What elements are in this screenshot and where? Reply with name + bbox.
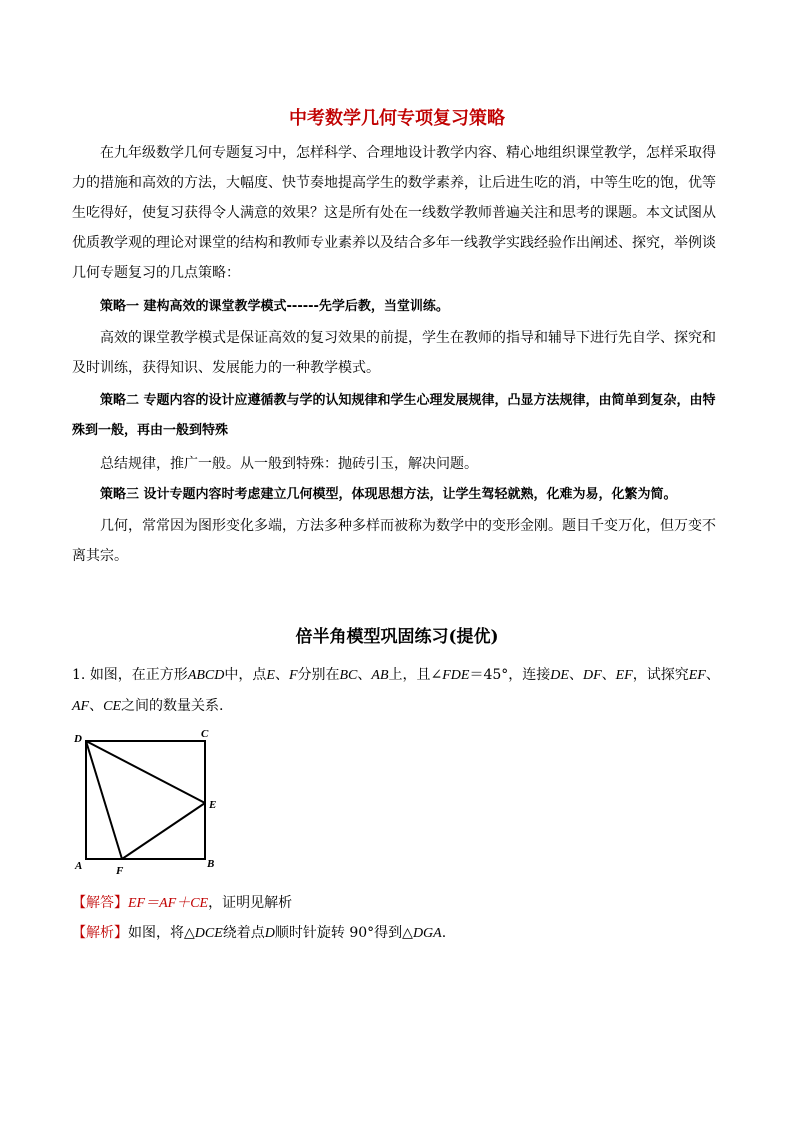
analysis-line: 【解析】如图，将△DCE绕着点D顺时针旋转 90°得到△DGA. bbox=[72, 925, 447, 941]
answer-tag: 【解答】 bbox=[72, 895, 128, 911]
document-title: 中考数学几何专项复习策略 bbox=[289, 108, 505, 129]
question-1: 1. 如图，在正方形ABCD中，点E、F分别在BC、AB上，且∠FDE＝45°，连接DE、DF、EF，试探究EF、AF、CE之间的数量关系. bbox=[72, 667, 720, 714]
label-b: B bbox=[207, 858, 215, 870]
label-d: D bbox=[74, 733, 82, 745]
section-title: 倍半角模型巩固练习(提优) bbox=[295, 627, 499, 647]
segment-df bbox=[86, 741, 122, 859]
strategy-3-title: 策略三 设计专题内容时考虑建立几何模型，体现思想方法，让学生驾轻就熟，化难为易，化繁为简。 bbox=[100, 487, 677, 502]
label-f: F bbox=[116, 865, 124, 877]
answer-formula: EF＝AF＋CE bbox=[128, 896, 209, 911]
answer-line bbox=[72, 888, 292, 919]
segment-ef bbox=[122, 803, 205, 859]
square-figure bbox=[70, 726, 230, 878]
answer-rest: ，证明见解析 bbox=[208, 895, 293, 911]
intro-paragraph: 在九年级数学几何专题复习中，怎样科学、合理地设计教学内容、精心地组织课堂教学，怎样采取得力的措施和高效的方法，大幅度、快节奏地提高学生的数学素养，让后进生吃的消，中等生吃的饱，优等生吃得好，使复习获得令人满意的效果？这是所有处在一线数学教师普遍关注和思考的课题。本文试图从优质教学观的理论对课堂的结构和教师专业素养以及结合多年一线教学实践经验作出阐述、探究，举例谈几何专题复习的几点策略： bbox=[72, 145, 716, 281]
strategy-2-title: 策略二 专题内容的设计应遵循教与学的认知规律和学生心理发展规律，凸显方法规律，由简单到复杂，由特殊到一般，再由一般到特殊 bbox=[72, 393, 716, 438]
strategy-1-title: 策略一 建构高效的课堂教学模式------先学后教，当堂训练。 bbox=[100, 299, 449, 314]
segment-de bbox=[86, 741, 205, 803]
strategy-2-body: 总结规律，推广一般。从一般到特殊：抛砖引玉，解决问题。 bbox=[100, 456, 478, 472]
strategy-1-body: 高效的课堂教学模式是保证高效的复习效果的前提，学生在教师的指导和辅导下进行先自学、探究和及时训练，获得知识、发展能力的一种教学模式。 bbox=[72, 330, 716, 376]
label-c: C bbox=[201, 728, 209, 740]
label-a: A bbox=[75, 860, 83, 872]
label-e: E bbox=[209, 799, 217, 811]
question-number: 1. bbox=[72, 667, 86, 683]
analysis-tag: 【解析】 bbox=[72, 925, 128, 941]
strategy-3-body: 几何，常常因为图形变化多端，方法多种多样而被称为数学中的变形金刚。题目千变万化，但万变不离其宗。 bbox=[72, 518, 716, 564]
